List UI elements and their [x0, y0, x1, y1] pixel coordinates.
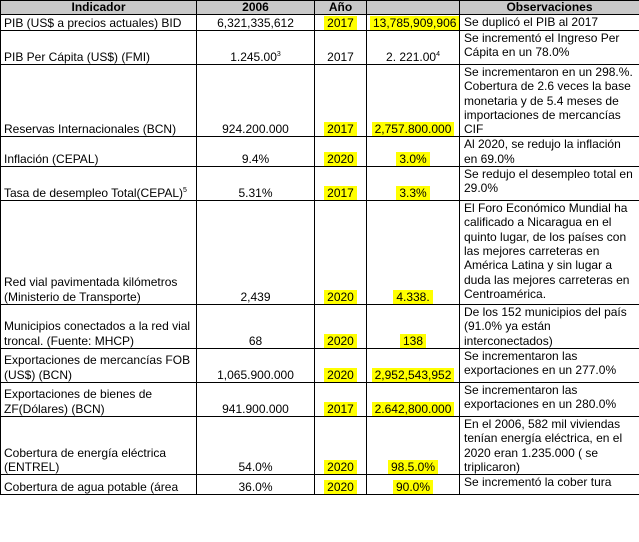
table-row: [1, 65, 639, 137]
footnote-marker: 4: [436, 50, 440, 58]
cell-valor: [367, 475, 460, 495]
cell-2006: [197, 65, 315, 137]
cell-valor: [367, 382, 460, 416]
value-2006: 6,321,335,612: [217, 15, 294, 30]
table-row: [1, 15, 639, 31]
cell-observaciones: Se duplicó el PIB al 2017: [460, 15, 639, 31]
footnote-marker: 5: [183, 186, 187, 194]
cell-2006: [197, 15, 315, 31]
cell-indicador: [1, 416, 197, 474]
value-2006: 36.0%: [238, 479, 273, 494]
value-actual: 4.338.: [393, 290, 432, 304]
value-anio: 2017: [324, 186, 357, 200]
cell-valor: [367, 15, 460, 31]
value-actual: 3.3%: [396, 186, 429, 200]
cell-anio: [315, 167, 367, 201]
cell-valor: [367, 348, 460, 382]
table-row: [1, 348, 639, 382]
cell-indicador: [1, 65, 197, 137]
cell-valor: [367, 31, 460, 65]
cell-anio: [315, 15, 367, 31]
cell-2006: [197, 382, 315, 416]
cell-2006: [197, 305, 315, 349]
cell-anio: [315, 305, 367, 349]
cell-valor: [367, 167, 460, 201]
cell-observaciones: Se incrementaron las exportaciones en un 280.0%: [460, 382, 639, 416]
table-row: [1, 201, 639, 305]
header-anio: Año: [315, 1, 367, 15]
cell-2006: [197, 201, 315, 305]
value-anio: 2020: [324, 460, 357, 474]
cell-observaciones: Se incrementó la cober tura: [460, 475, 639, 495]
cell-indicador: [1, 475, 197, 495]
value-2006: 2,439: [240, 289, 271, 304]
value-actual: 98.5.0%: [388, 460, 438, 474]
cell-2006: [197, 348, 315, 382]
header-observaciones: Observaciones: [460, 1, 639, 15]
indicador-text: Exportaciones de bienes de ZF(Dólares) (BCN): [4, 387, 153, 416]
table-row: [1, 167, 639, 201]
cell-2006: [197, 137, 315, 167]
value-2006: 5.31%: [238, 185, 273, 200]
indicador-text: Inflación (CEPAL): [4, 151, 99, 166]
value-actual: 2. 221.00: [386, 49, 437, 64]
value-actual: 13,785,909,906: [370, 16, 459, 30]
table-body: [1, 15, 639, 495]
cell-anio: [315, 31, 367, 65]
cell-2006: [197, 167, 315, 201]
value-actual: 2.642,800.000: [372, 402, 455, 416]
value-2006: 1,065.900.000: [217, 367, 294, 382]
cell-anio: [315, 382, 367, 416]
cell-observaciones: Se redujo el desempleo total en 29.0%: [460, 167, 639, 201]
value-actual: 2,757.800.000: [372, 122, 455, 136]
cell-observaciones: Se incrementaron las exportaciones en un 277.0%: [460, 348, 639, 382]
value-actual: 90.0%: [393, 480, 433, 494]
indicador-text: Cobertura de energía eléctrica (ENTREL): [4, 445, 167, 474]
cell-2006: [197, 416, 315, 474]
value-actual: 3.0%: [396, 152, 429, 166]
indicador-text: PIB (US$ a precios actuales) BID: [4, 15, 182, 30]
cell-anio: [315, 137, 367, 167]
cell-indicador: [1, 382, 197, 416]
cell-indicador: [1, 31, 197, 65]
indicador-text: Exportaciones de mercancías FOB (US$) (BCN): [4, 353, 191, 382]
header-valor: [367, 1, 460, 15]
value-anio: 2017: [324, 122, 357, 136]
indicador-text: Municipios conectados a la red vial troncal. (Fuente: MHCP): [4, 319, 191, 348]
indicador-text: Cobertura de agua potable (área: [4, 479, 179, 494]
cell-2006: [197, 475, 315, 495]
cell-indicador: [1, 167, 197, 201]
indicador-text: PIB Per Cápita (US$) (FMI): [4, 49, 151, 64]
cell-valor: [367, 201, 460, 305]
cell-anio: [315, 65, 367, 137]
value-2006: 68: [248, 333, 263, 348]
table-row: [1, 382, 639, 416]
value-2006: 924.200.000: [222, 122, 289, 137]
cell-anio: [315, 348, 367, 382]
value-anio: 2020: [324, 480, 357, 494]
cell-observaciones: En el 2006, 582 mil viviendas tenían energía eléctrica, en el 2020 eran 1.235.000 ( se triplicaron): [460, 416, 639, 474]
cell-valor: [367, 65, 460, 137]
footnote-marker: 3: [276, 50, 281, 58]
value-2006: 9.4%: [241, 151, 270, 166]
cell-valor: [367, 305, 460, 349]
cell-anio: [315, 416, 367, 474]
cell-observaciones: Al 2020, se redujo la inflación en 69.0%: [460, 137, 639, 167]
cell-indicador: [1, 201, 197, 305]
cell-observaciones: El Foro Económico Mundial ha calificado a Nicaragua en el quinto lugar, de los países con las mejores carreteras en América Latina y sin lugar a duda las mejores carreteras en Centroamérica.: [460, 201, 639, 305]
indicador-text: Reservas Internacionales (BCN): [4, 122, 177, 137]
table-row: [1, 416, 639, 474]
table-row: [1, 31, 639, 65]
table-row: [1, 137, 639, 167]
value-anio: 2020: [324, 290, 357, 304]
value-anio: 2017: [324, 16, 357, 30]
indicador-text: Tasa de desempleo Total(CEPAL): [4, 185, 183, 200]
cell-indicador: [1, 348, 197, 382]
value-actual: 138: [400, 334, 426, 348]
cell-indicador: [1, 137, 197, 167]
header-row: [1, 1, 639, 15]
value-anio: 2020: [324, 152, 357, 166]
cell-indicador: [1, 305, 197, 349]
value-2006: 941.900.000: [222, 401, 289, 416]
value-anio: 2017: [327, 49, 354, 64]
cell-observaciones: Se incrementaron en un 298.%. Cobertura de 2.6 veces la base monetaria y de 5.4 meses de importaciones de mercancías CIF: [460, 65, 639, 137]
cell-indicador: [1, 15, 197, 31]
cell-observaciones: Se incrementó el Ingreso Per Cápita en un 78.0%: [460, 31, 639, 65]
value-2006: 54.0%: [238, 459, 273, 474]
cell-anio: [315, 475, 367, 495]
value-anio: 2020: [324, 334, 357, 348]
cell-valor: [367, 416, 460, 474]
cell-valor: [367, 137, 460, 167]
cell-observaciones: De los 152 municipios del país (91.0% ya están interconectados): [460, 305, 639, 349]
table-row: [1, 305, 639, 349]
cell-2006: [197, 31, 315, 65]
header-indicador: Indicador: [1, 1, 197, 15]
cell-anio: [315, 201, 367, 305]
table-row: [1, 475, 639, 495]
value-actual: 2,952,543,952: [372, 368, 455, 382]
value-anio: 2020: [324, 368, 357, 382]
indicador-text: Red vial pavimentada kilómetros (Ministerio de Transporte): [4, 275, 178, 304]
value-anio: 2017: [324, 402, 357, 416]
header-2006: 2006: [197, 1, 315, 15]
value-2006: 1.245.00: [230, 49, 277, 64]
